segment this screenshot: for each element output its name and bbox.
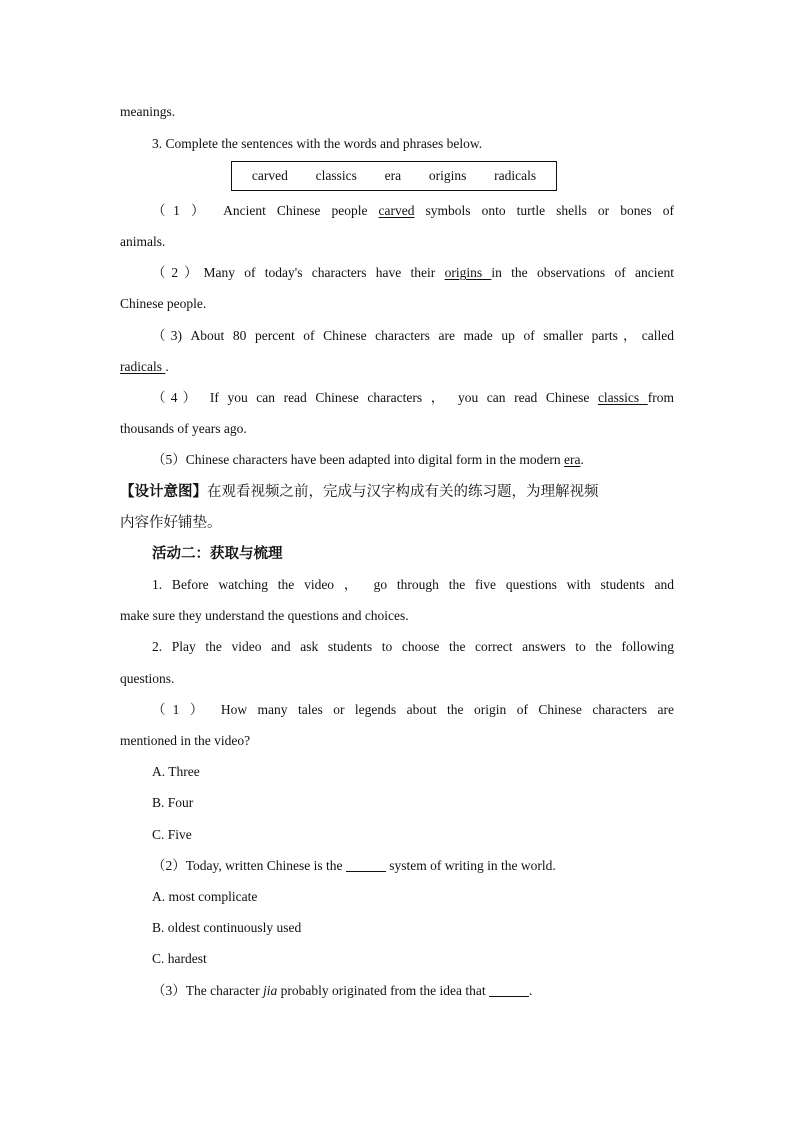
question-3: （3）The character jia probably originated from the idea that . xyxy=(152,983,533,998)
question-2-option-c: C. hardest xyxy=(152,951,207,966)
sentence-5: （5）Chinese characters have been adapted into digital form in the modern era. xyxy=(152,452,584,467)
word-box-item: carved xyxy=(251,168,288,183)
question-1: （1 ） How many tales or legends about the origin of Chinese characters are xyxy=(152,702,674,717)
sentence-3: （3) About 80 percent of Chinese characters are made up of smaller parts，called xyxy=(152,328,674,343)
question-1-option-a: A. Three xyxy=(152,764,200,779)
step-2: 2. Play the video and ask students to choose the correct answers to the following xyxy=(152,639,674,654)
question-2-option-a: A. most complicate xyxy=(152,889,258,904)
question-1-continued: mentioned in the video? xyxy=(120,733,251,748)
step-1-continued: make sure they understand the questions and choices. xyxy=(120,608,409,623)
word-box-item: classics xyxy=(315,168,357,183)
sentence-1: （1 ） Ancient Chinese people carved symbols onto turtle shells or bones of xyxy=(152,203,674,218)
answer-blank xyxy=(489,982,529,997)
sentence-4: （4） If you can read Chinese characters ， you can read Chinese classics from xyxy=(152,390,674,405)
step-2-continued: questions. xyxy=(120,671,175,686)
word-box-item: origins xyxy=(428,168,467,183)
sentence-2: （2）Many of today's characters have their origins in the observations of ancient xyxy=(152,265,674,280)
question-1-option-b: B. Four xyxy=(152,795,194,810)
answer-carved: carved xyxy=(378,203,415,218)
character-jia: jia xyxy=(262,983,278,998)
answer-classics: classics xyxy=(597,390,648,405)
step-1: 1. Before watching the video ， go through the five questions with students and xyxy=(152,577,674,592)
sentence-3-continued: radicals . xyxy=(120,359,169,374)
question-2: （2）Today, written Chinese is the system of writing in the world. xyxy=(152,858,556,873)
answer-origins: origins xyxy=(444,265,492,280)
task-3-instruction: 3. Complete the sentences with the words and phrases below. xyxy=(152,136,483,151)
answer-blank xyxy=(346,857,386,872)
design-intent: 【设计意图】在观看视频之前，完成与汉字构成有关的练习题，为理解视频 xyxy=(120,484,599,500)
question-1-option-c: C. Five xyxy=(152,827,192,842)
sentence-2-continued: Chinese people. xyxy=(120,296,207,311)
word-box-item: era xyxy=(384,168,402,183)
sentence-4-continued: thousands of years ago. xyxy=(120,421,247,436)
question-2-option-b: B. oldest continuously used xyxy=(152,920,302,935)
word-box xyxy=(231,161,557,191)
sentence-1-continued: animals. xyxy=(120,234,166,249)
answer-era: era xyxy=(564,452,581,467)
design-intent-label: 【设计意图】 xyxy=(120,484,207,500)
answer-radicals: radicals xyxy=(120,359,166,374)
paragraph-fragment: meanings. xyxy=(120,104,176,119)
word-box-item: radicals xyxy=(494,168,537,183)
activity-2-heading: 活动二：获取与梳理 xyxy=(152,546,283,562)
design-intent-continued: 内容作好铺垫。 xyxy=(120,515,222,531)
